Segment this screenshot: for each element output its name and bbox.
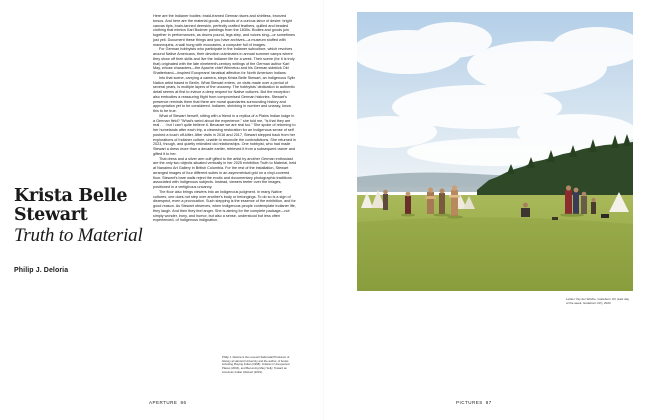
body-paragraph: For German hobbyists who participate in the Indianer subculture, which revolves around Native Americans, their devotion culminates in annual summer camps where they show off their skills and live the Indianer life for a week. Their scene (for it is truly that) originated with the late nineteenth-century writings of the German author Karl May, whose characters—the Apache chief Winnetou and his German sidekick Old Shatterhand—inspired Europeans' fanatical affection for North American Indians. (153, 47, 295, 75)
figure (383, 190, 388, 210)
article-subtitle: Truth to Material (14, 225, 143, 246)
folio-right-label: PICTURES (456, 400, 483, 405)
folio-right (456, 400, 492, 405)
page-gutter (323, 0, 324, 420)
photo-caption: Leisler Yay der Woche, Gotteborn Ort (Last day of the week, Gotteborn Ort), 2023 (566, 297, 630, 305)
artist-name-line-1: Krista Belle (14, 186, 128, 206)
folio-left-label: APERTURE (149, 400, 178, 405)
meadow-shadow (357, 217, 633, 291)
body-paragraph: What of Stewart herself, sitting with a friend in a replica of a Plains Indian lodge in a German field? "What's weird about the experience," she told me, "is that they are real . . . but I can't quite believe it. Because we are real too." She spoke of returning to her homelands after each trip, a cleansing restoration for an Indigenous sense of self pushed a touch off-kilter. After visits in 2016 and 2017, Stewart stepped back from her explorations of Indianer culture, unable to reconcile the contradictions. She returned in 2023, though, and quietly rekindled old relationships. One hobbyist, who had made Stewart a dress more than a decade earlier, retrieved it from a subsequent owner and gifted it to her. (153, 113, 297, 156)
body-paragraph: That dress and a silver arm cuff gifted to the artist by another German enthusiast are the only two objects situated vertically in her 2025 exhibition Truth to Material, held at Nanaimo Art Gallery in British Columbia. For the rest of the installation, Stewart arranged images of four different suites in an asymmetrical grid on a vinyl-covered floor. Stewart's bare walls reject the exotic and documentary photographic traditions associated with Indigenous subjects. Instead, viewers teeter over the images, positioned in a vertiginous uncanny. (153, 156, 297, 189)
folio-left (149, 400, 186, 405)
figure (591, 198, 596, 214)
field-photograph (357, 12, 633, 291)
figure (439, 189, 445, 215)
body-paragraph: The floor also brings viewers into an Indigenous judgment. In many Native cultures, one does not step over another's body or belongings. To do so is a sign of disrespect, even a provocation. Such stepping is the essence of the exhibition, and for good reason. As Stewart observes, when Indigenous people contemplate Indianer life, they laugh. And then they feel anger. She is aiming for the complete package—not simply wonder, irony, and humor, but also a sense, understood but less often experienced, of Indigenous indignation. (153, 189, 296, 223)
artist-name (14, 187, 164, 225)
title-block (14, 187, 164, 274)
artist-name-line-2: Stewart (14, 205, 88, 225)
author-byline: Philip J. Deloria (14, 267, 69, 274)
folio-right-number: 87 (485, 400, 492, 405)
drum-object (601, 214, 609, 218)
author-bio: Philip J. Deloria is the Leverett Saltonstall Professor of History at Harvard University and the author, of books including Playing Indian (1998), Indians in Unexpected Places (2004), and Becoming Mary Sully: Toward an American Indian Abstract (2019). (222, 355, 290, 374)
body-paragraph: Here are the Indianer bodies: braid-framed German faces and shirtless, bronzed torsos. And here are the material goods, products of a curious labor of desire: bright canvas tipis, brain-tanned deerskin, perfectly crafted feathers, quilled and beaded clothing that mimics Karl Bodmer paintings from the 1830s. Bodies and goods join together in performances, as drums pound, legs step, and voices sing—or sometimes just yell. Document these things and you have archives—a museum stuffed with mannequins, a wall hung with moccasins, a computer full of images. (153, 14, 295, 47)
figure (405, 192, 411, 214)
body-paragraph: Into that scene, carrying a camera, steps Krista Belle Stewart, an Indigenous Syilx Nation artist based in Berlin. What Stewart enters, on visits made over a period of several years, is multiple layers of the uncanny. The hobbyists' dedication to authentic detail seems at first to evince a deep respect for Native cultures. But the exception also embodies a reassuring flight from compromised German histories. Stewart's presence reminds them that there are moral quandaries surrounding history and appropriation yet to be considered. Indianer, shrinking in number and uneasy, know this to be true. (153, 75, 296, 113)
photo-illustration (357, 12, 633, 291)
folio-left-number: 86 (180, 400, 187, 405)
basket-object (552, 217, 558, 220)
article-body (153, 14, 297, 223)
